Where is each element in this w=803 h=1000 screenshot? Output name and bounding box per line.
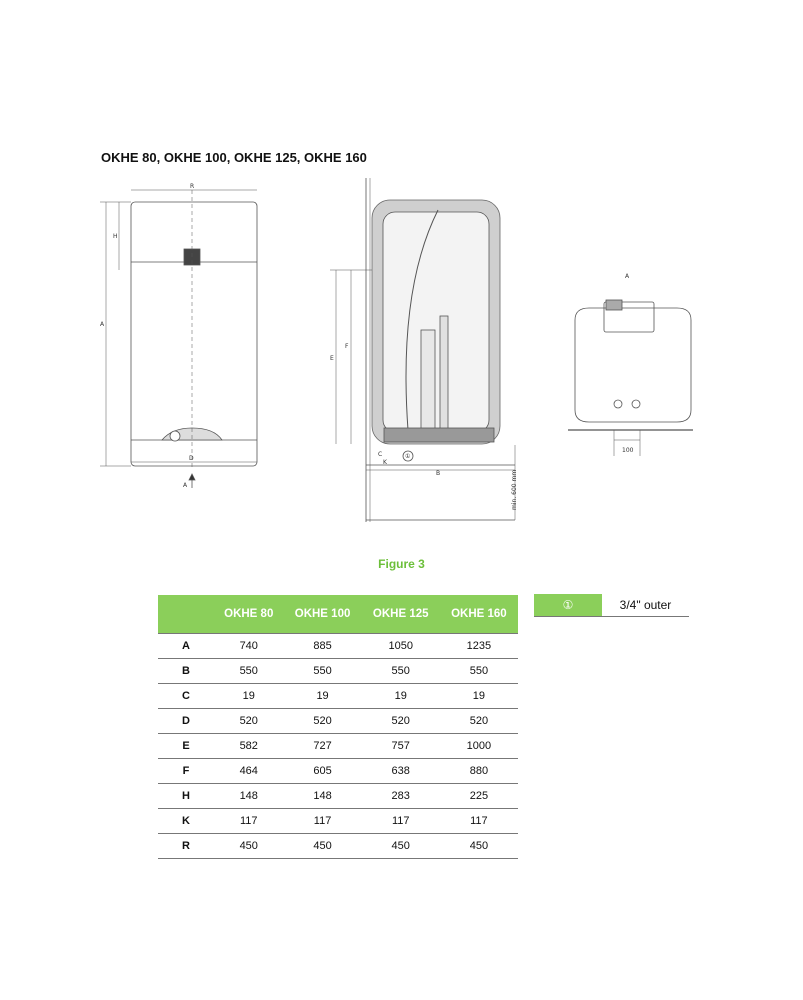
table-cell: 880	[440, 759, 518, 784]
label-e: E	[330, 355, 334, 362]
table-row	[158, 734, 518, 759]
table-header: OKHE 100	[283, 595, 361, 634]
row-label: A	[158, 634, 214, 659]
table-row	[158, 684, 518, 709]
table-cell: 19	[283, 684, 361, 709]
row-label: E	[158, 734, 214, 759]
table-row	[158, 784, 518, 809]
table-header	[158, 595, 214, 634]
section-view	[330, 178, 515, 522]
row-label: R	[158, 834, 214, 859]
table-cell: 225	[440, 784, 518, 809]
table-cell: 283	[362, 784, 440, 809]
label-c: C	[378, 451, 383, 458]
table-cell: 520	[362, 709, 440, 734]
row-label: C	[158, 684, 214, 709]
table-cell: 19	[440, 684, 518, 709]
table-cell: 520	[214, 709, 283, 734]
table-cell: 550	[283, 659, 361, 684]
table-header: OKHE 160	[440, 595, 518, 634]
label-a: A	[100, 321, 105, 328]
table-row	[158, 759, 518, 784]
row-label: K	[158, 809, 214, 834]
label-f: F	[345, 343, 349, 350]
table-header: OKHE 80	[214, 595, 283, 634]
table-cell: 148	[283, 784, 361, 809]
row-label: B	[158, 659, 214, 684]
label-100: 100	[622, 447, 634, 454]
legend-box	[534, 594, 689, 617]
dimensions-table	[158, 595, 518, 859]
label-min-distance: min. 600 mm	[511, 469, 518, 510]
label-d: D	[189, 455, 194, 462]
row-label: F	[158, 759, 214, 784]
table-cell: 520	[440, 709, 518, 734]
label-k: K	[383, 459, 387, 466]
table-cell: 885	[283, 634, 361, 659]
table-row	[158, 834, 518, 859]
table-row	[158, 634, 518, 659]
front-view	[100, 190, 257, 488]
table-cell: 550	[362, 659, 440, 684]
table-cell: 605	[283, 759, 361, 784]
legend-text: 3/4" outer	[619, 598, 672, 612]
label-circle-1: ①	[405, 453, 411, 460]
table-cell: 117	[440, 809, 518, 834]
figure-caption: Figure 3	[378, 557, 425, 571]
table-cell: 117	[362, 809, 440, 834]
view-a	[568, 300, 693, 456]
table-cell: 550	[214, 659, 283, 684]
table-cell: 727	[283, 734, 361, 759]
table-cell: 19	[362, 684, 440, 709]
label-r: R	[190, 183, 195, 190]
table-cell: 450	[362, 834, 440, 859]
table-row	[158, 809, 518, 834]
table-cell: 550	[440, 659, 518, 684]
table-cell: 464	[214, 759, 283, 784]
label-h: H	[113, 233, 118, 240]
page-title: OKHE 80, OKHE 100, OKHE 125, OKHE 160	[101, 150, 367, 165]
table-cell: 740	[214, 634, 283, 659]
table-cell: 450	[440, 834, 518, 859]
table-cell: 117	[214, 809, 283, 834]
table-row	[158, 659, 518, 684]
table-cell: 757	[362, 734, 440, 759]
label-b: B	[436, 470, 441, 477]
table-row	[158, 709, 518, 734]
table-cell: 520	[283, 709, 361, 734]
label-a-arrow: A	[183, 482, 188, 489]
table-cell: 582	[214, 734, 283, 759]
row-label: D	[158, 709, 214, 734]
table-cell: 117	[283, 809, 361, 834]
table-cell: 19	[214, 684, 283, 709]
table-header-row	[158, 595, 518, 634]
table-cell: 450	[283, 834, 361, 859]
table-cell: 1050	[362, 634, 440, 659]
table-header: OKHE 125	[362, 595, 440, 634]
table-cell: 1000	[440, 734, 518, 759]
table-cell: 638	[362, 759, 440, 784]
table-cell: 148	[214, 784, 283, 809]
legend-symbol: ①	[534, 594, 602, 616]
row-label: H	[158, 784, 214, 809]
label-view-a: A	[625, 273, 630, 280]
table-cell: 1235	[440, 634, 518, 659]
table-cell: 450	[214, 834, 283, 859]
